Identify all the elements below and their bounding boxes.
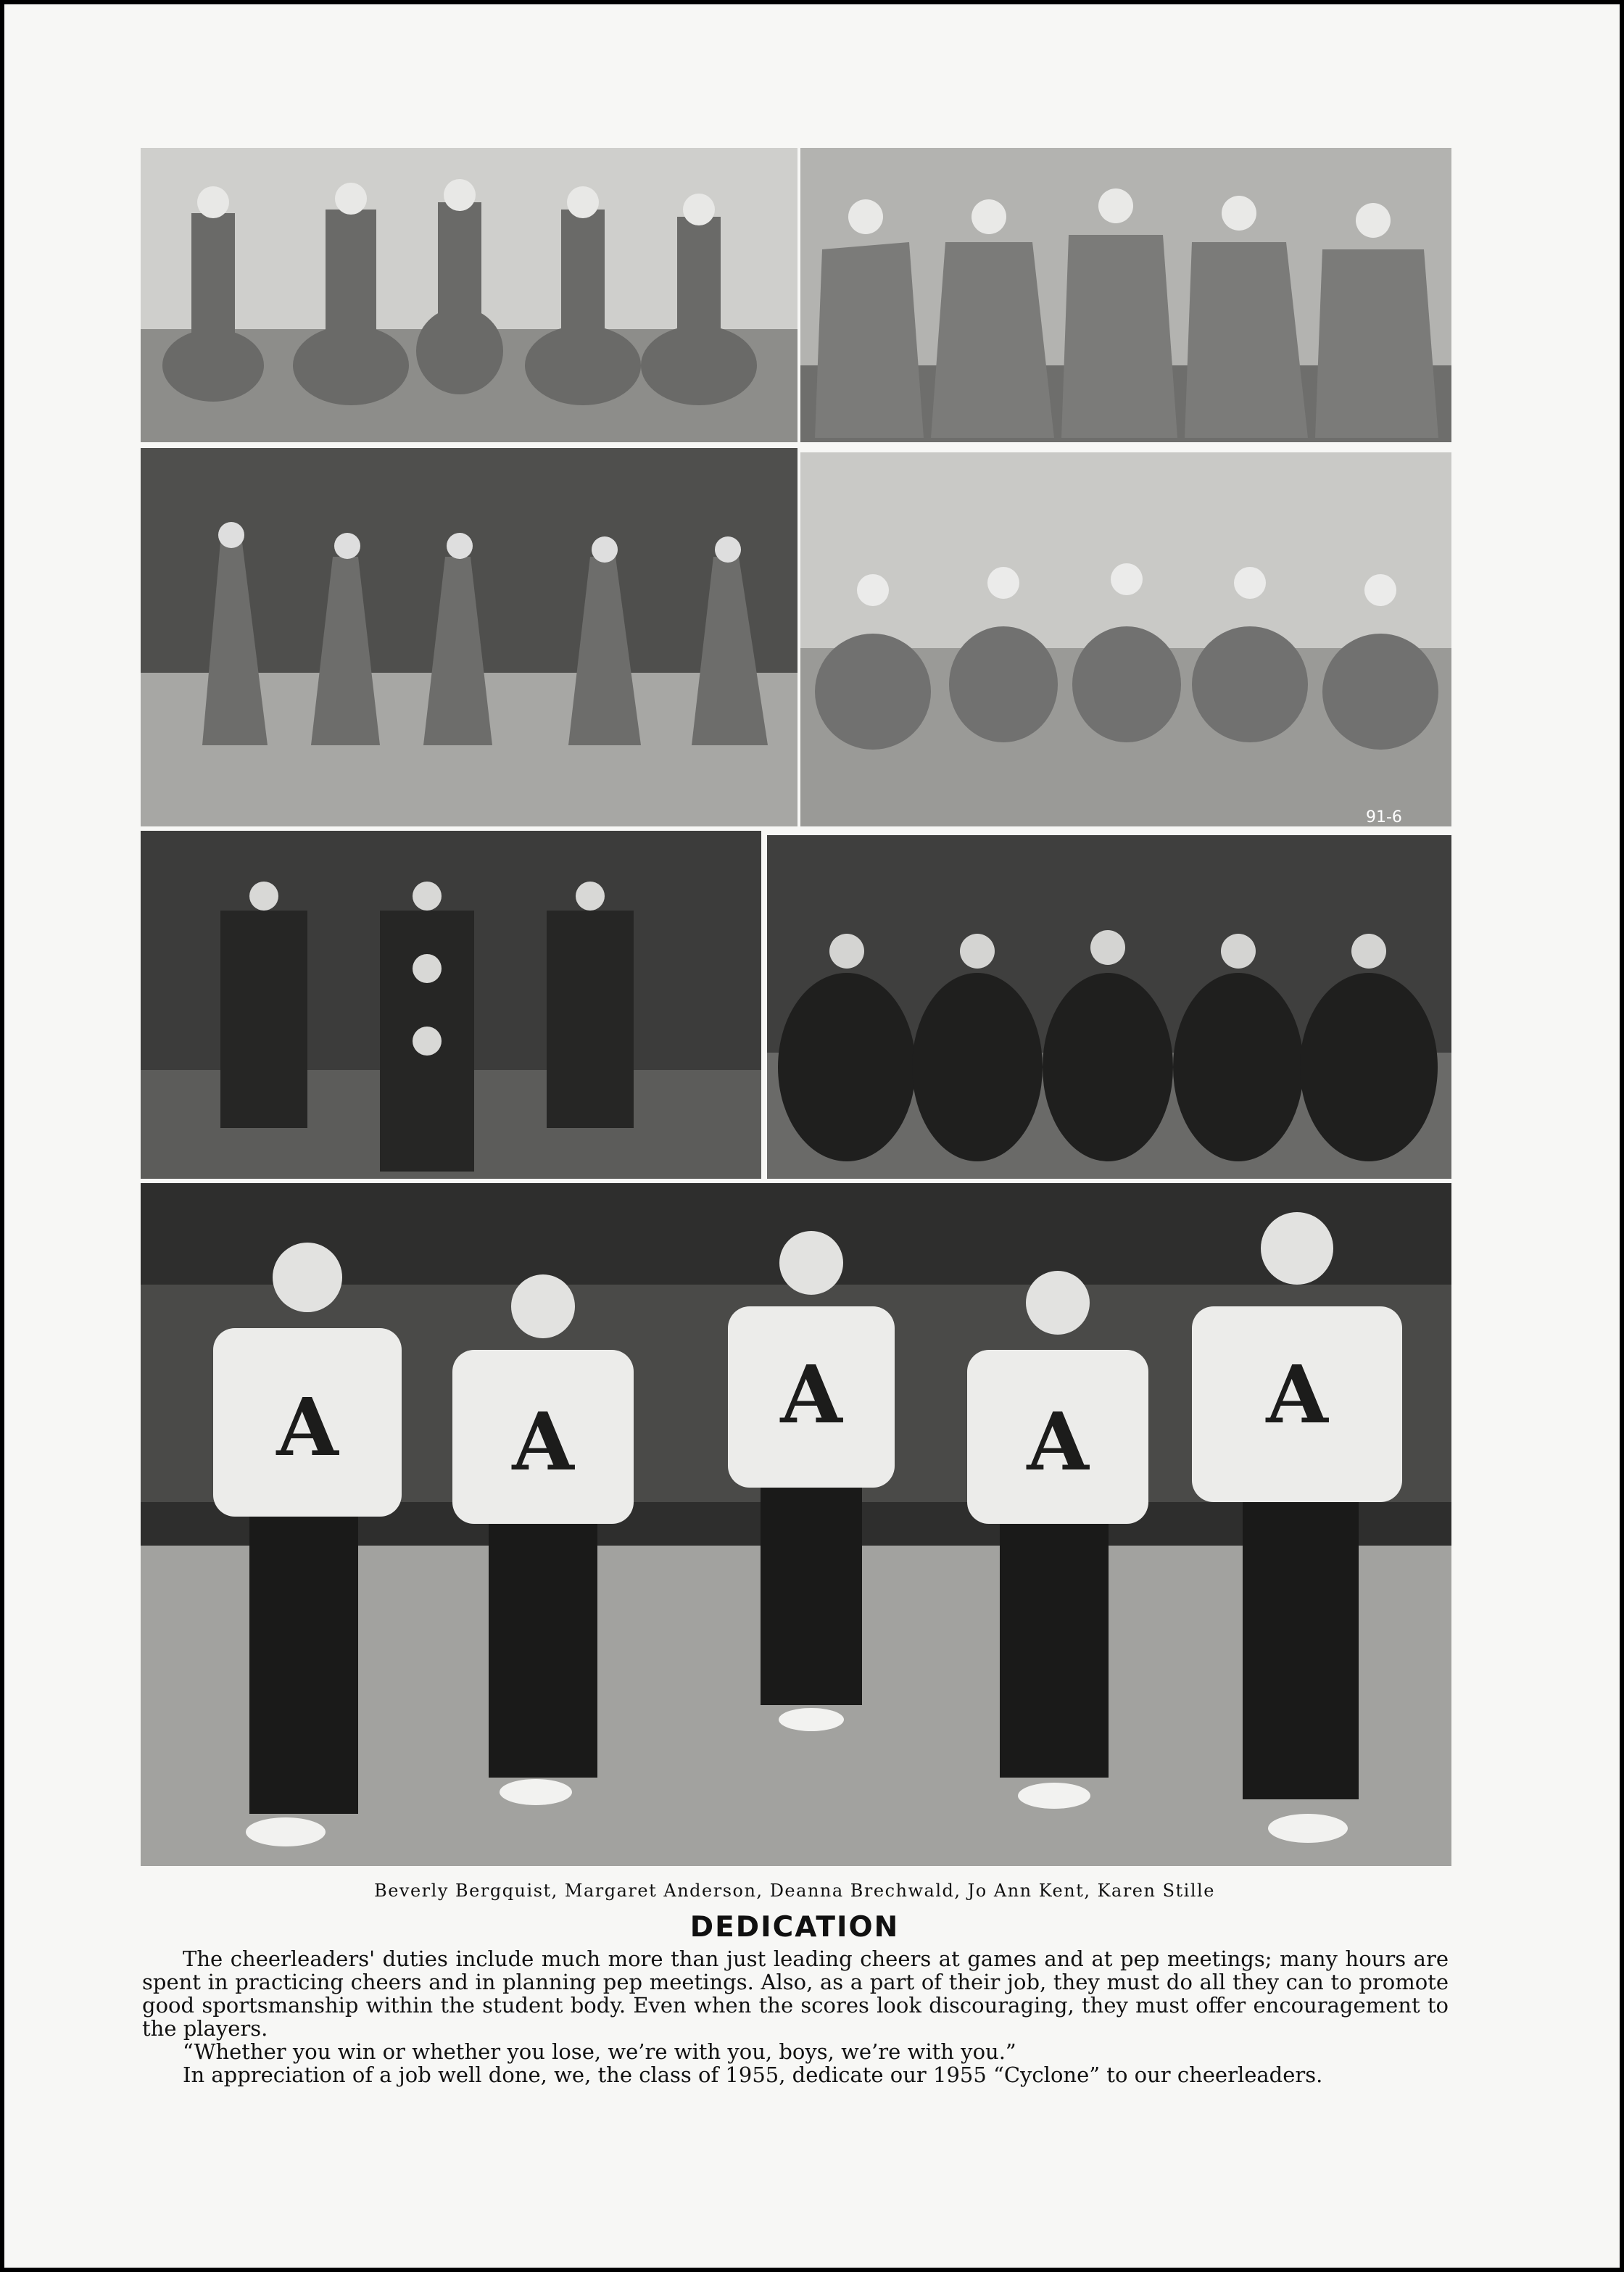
photo-cheer-standing-arms-up bbox=[141, 448, 798, 826]
photo-cheer-arms-raised bbox=[141, 148, 798, 442]
photo-cheer-seated-row bbox=[767, 835, 1451, 1179]
sweater-letter-1: A bbox=[276, 1380, 339, 1474]
sweater-letter-2: A bbox=[512, 1395, 574, 1488]
photo-marking: 91-6 bbox=[1366, 808, 1402, 826]
dedication-text bbox=[142, 1947, 1449, 2086]
sweater-letter-4: A bbox=[1027, 1395, 1089, 1488]
photo-cheer-sweaters-letter bbox=[141, 1183, 1451, 1866]
paragraph: “Whether you win or whether you lose, we’re with you, boys, we’re with you.” bbox=[183, 2039, 1016, 2064]
yearbook-page bbox=[4, 4, 1620, 2268]
sweater-letter-3: A bbox=[780, 1348, 842, 1441]
photo-cheer-hands-on-hips-seated bbox=[800, 148, 1451, 442]
page-title: DEDICATION bbox=[689, 1911, 900, 1944]
paragraph: The cheerleaders' duties include much more than just leading cheers at games and at pep meetings; many hours are spent in practicing cheers and in planning pep meetings. Also, as a part of their job, they must do all they can to promote good sportsmanship within the student body. Even when the scores look discouraging, they must offer encouragement to the players. bbox=[142, 1946, 1449, 2041]
photo-caption: Beverly Bergquist, Margaret Anderson, Deanna Brechwald, Jo Ann Kent, Karen Stille bbox=[374, 1881, 1215, 1901]
photo-cheer-pyramid-group bbox=[141, 831, 761, 1179]
paragraph: In appreciation of a job well done, we, the class of 1955, dedicate our 1955 “Cyclone” to our cheerleaders. bbox=[183, 2062, 1323, 2087]
photo-cheer-kneeling-hands-on-chest bbox=[800, 452, 1451, 826]
sweater-letter-5: A bbox=[1266, 1348, 1328, 1441]
